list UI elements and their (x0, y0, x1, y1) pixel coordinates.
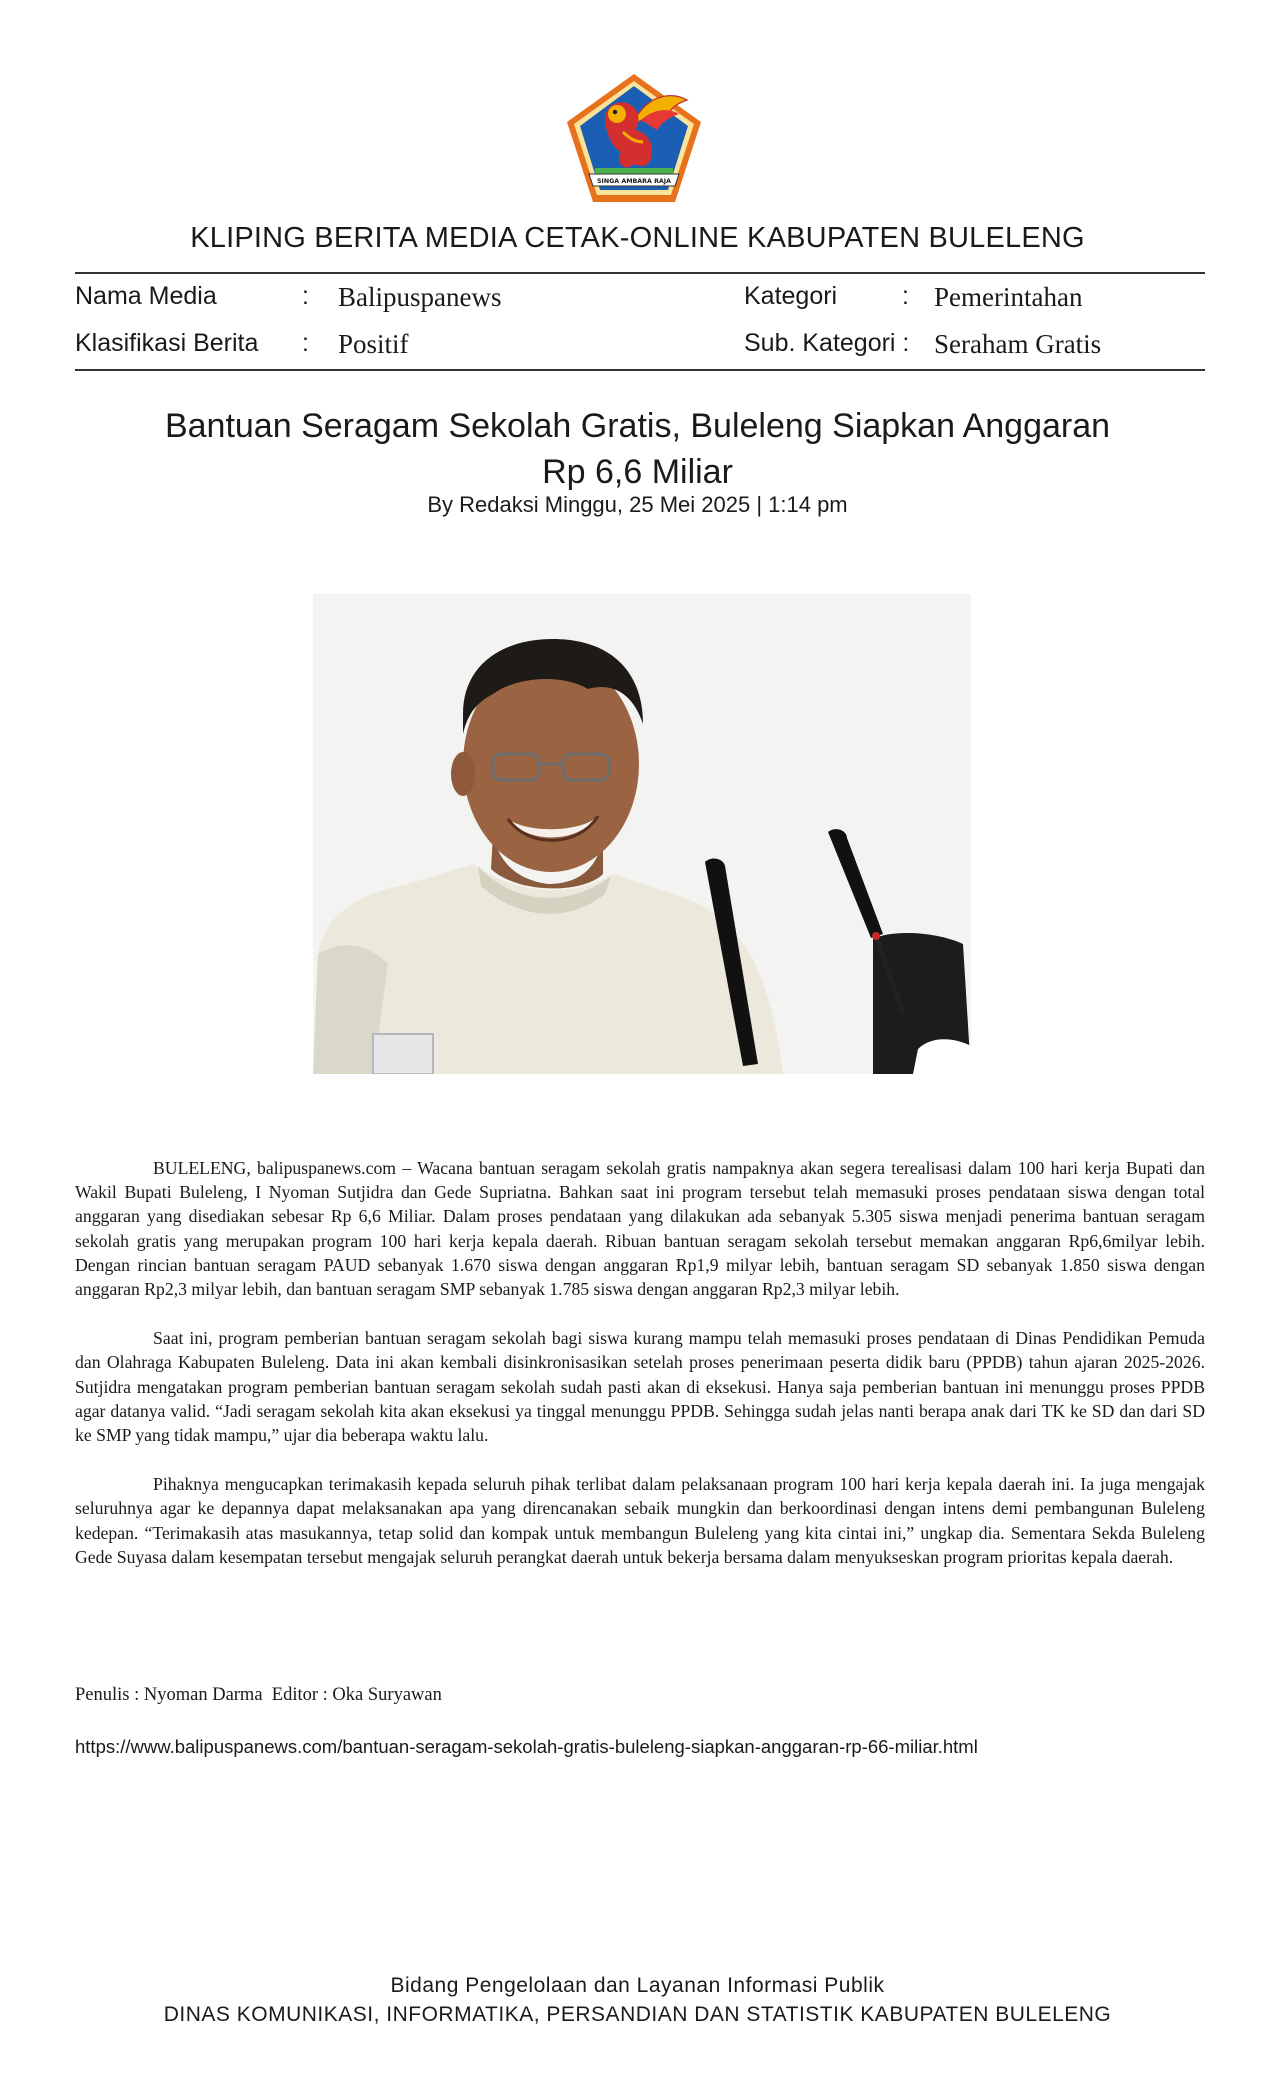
article-byline: By Redaksi Minggu, 25 Mei 2025 | 1:14 pm (427, 492, 848, 517)
klasifikasi-colon: : (302, 329, 309, 357)
klasifikasi-value: Positif (338, 329, 409, 359)
nama-media-label: Nama Media (75, 282, 217, 310)
header-bottom-rule (75, 369, 1205, 371)
article-paragraph-1: BULELENG, balipuspanews.com – Wacana bantuan seragam sekolah gratis nampaknya akan segera terealisasi dalam 100 hari kerja Bupati dan Wakil Bupati Buleleng, I Nyoman Sutjidra dan Gede Supriatna. Bahkan saat ini program tersebut telah memasuki proses pendataan siswa dengan total anggaran yang disediakan sebesar Rp 6,6 Miliar. Dalam proses pendataan yang dilakukan ada sebanyak 5.305 siswa menjadi penerima bantuan seragam sekolah gratis yang merupakan program 100 hari kerja kepala daerah. Ribuan bantuan seragam sekolah tersebut memakan anggaran Rp6,6milyar lebih. Dengan rincian bantuan seragam PAUD sebanyak 1.670 siswa dengan anggaran Rp1,9 milyar lebih, bantuan seragam SD sebanyak 1.850 siswa dengan anggaran Rp2,3 milyar lebih, dan bantuan seragam SMP sebanyak 1.785 siswa dengan anggaran Rp2,3 milyar lebih. (75, 1158, 1205, 1300)
article-source-url: https://www.balipuspanews.com/bantuan-seragam-sekolah-gratis-buleleng-siapkan-anggaran-rp-66-miliar.html (75, 1736, 978, 1757)
article-body (75, 1156, 1205, 1594)
article-photo (313, 594, 971, 1074)
sub-kategori-value: Seraham Gratis (934, 329, 1102, 359)
footer-agency: DINAS KOMUNIKASI, INFORMATIKA, PERSANDIAN DAN STATISTIK KABUPATEN BULELENG (163, 2003, 1112, 2026)
document-header-title: KLIPING BERITA MEDIA CETAK-ONLINE KABUPATEN BULELENG (190, 222, 1085, 254)
article-paragraph-2: Saat ini, program pemberian bantuan seragam sekolah bagi siswa kurang mampu telah memasuki proses pendataan di Dinas Pendidikan Pemuda dan Olahraga Kabupaten Buleleng. Data ini akan kembali disinkronisasikan setelah proses penerimaan peserta didik baru (PPDB) tahun ajaran 2025-2026. Sutjidra mengatakan program pemberian bantuan seragam sekolah sudah pasti akan di eksekusi. Hanya saja pemberian bantuan ini menunggu proses PPDB agar datanya valid. “Jadi seragam sekolah kita akan eksekusi ya tinggal menunggu PPDB. Sehingga sudah jelas nanti berapa anak dari TK ke SD dan dari SD ke SMP yang tidak mampu,” ujar dia beberapa waktu lalu. (75, 1328, 1205, 1446)
nama-media-colon: : (302, 282, 309, 310)
article-credits: Penulis : Nyoman Darma Editor : Oka Suryawan (75, 1685, 442, 1705)
kategori-colon: : (902, 282, 909, 310)
header-top-rule (75, 272, 1205, 274)
klasifikasi-label: Klasifikasi Berita (75, 329, 259, 357)
kategori-label: Kategori (744, 282, 838, 310)
logo-motto: SINGA AMBARA RAJA (596, 178, 672, 185)
article-paragraph-3: Pihaknya mengucapkan terimakasih kepada seluruh pihak terlibat dalam pelaksanaan program 100 hari kerja kepala daerah ini. Ia juga mengajak seluruhnya agar ke depannya dapat melaksanakan apa yang direncanakan sebaik mungkin dan berkoordinasi dengan intens demi pembangunan Buleleng kedepan. “Terimakasih atas masukannya, tetap solid dan kompak untuk membangun Buleleng yang kita cintai ini,” ungkap dia. Sementara Sekda Buleleng Gede Suyasa dalam kesempatan tersebut mengajak seluruh perangkat daerah untuk bekerja bersama dalam menyukseskan program prioritas kepala daerah. (75, 1474, 1205, 1567)
kategori-value: Pemerintahan (934, 282, 1083, 312)
sub-kategori-label: Sub. Kategori : (744, 329, 910, 357)
article-title (0, 403, 1275, 495)
article-title-line-2: Rp 6,6 Miliar (542, 453, 733, 491)
footer-department: Bidang Pengelolaan dan Layanan Informasi Publik (390, 1974, 885, 1997)
article-title-line-1: Bantuan Seragam Sekolah Gratis, Buleleng Siapkan Anggaran (164, 407, 1111, 445)
nama-media-value: Balipuspanews (338, 282, 502, 312)
buleleng-emblem-logo (565, 72, 703, 204)
